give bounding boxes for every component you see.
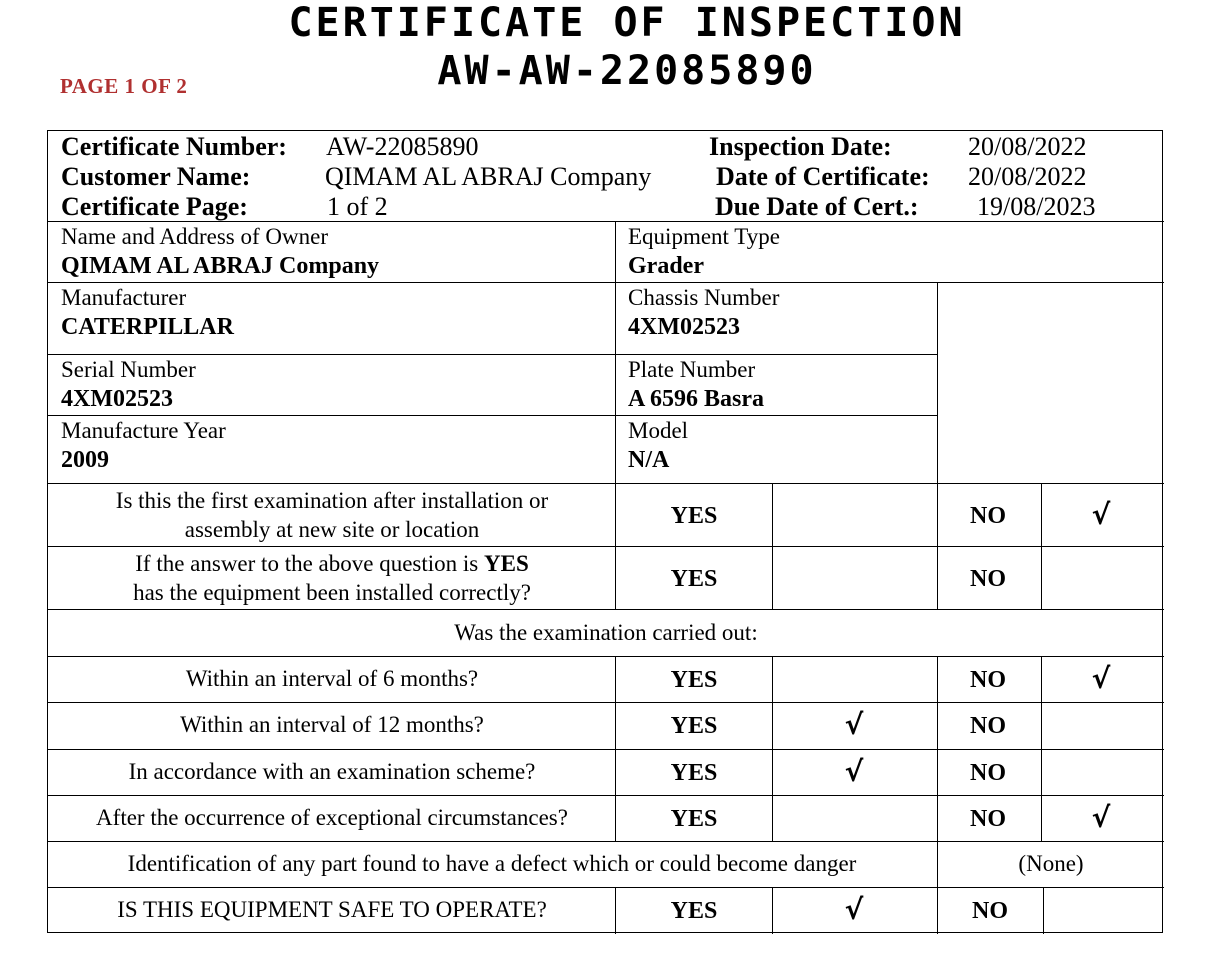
check-mark-icon: √ [1091, 662, 1111, 695]
certificate-table [47, 130, 1163, 933]
no-label: NO [970, 566, 1006, 592]
chassis-number-label: Chassis Number [628, 285, 780, 310]
question-installed-line-2: has the equipment been installed correctly? [133, 580, 531, 605]
check-mark-icon: √ [1091, 498, 1111, 531]
no-label: NO [970, 760, 1006, 786]
inspection-date-value: 20/08/2022 [968, 132, 1087, 161]
date-of-certificate-value: 20/08/2022 [968, 162, 1087, 191]
inspection-date-label: Inspection Date: [709, 132, 892, 161]
plate-number-label: Plate Number [628, 357, 756, 382]
due-date-label: Due Date of Cert.: [715, 192, 919, 221]
yes-label: YES [670, 667, 718, 693]
page-indicator: PAGE 1 OF 2 [60, 74, 188, 98]
no-label: NO [970, 713, 1006, 739]
question-12-months: Within an interval of 12 months? [180, 712, 484, 737]
serial-number-value: 4XM02523 [61, 386, 173, 412]
manufacturer-value: CATERPILLAR [61, 314, 234, 340]
yes-label: YES [670, 760, 718, 786]
question-exceptional-circumstances: After the occurrence of exceptional circumstances? [96, 805, 568, 830]
certificate-title-line-2: AW-AW-22085890 [437, 48, 817, 94]
examination-section-header: Was the examination carried out: [454, 620, 758, 645]
certificate-page-value: 1 of 2 [327, 192, 388, 221]
question-first-exam-line-1: Is this the first examination after installation or [115, 488, 549, 513]
question-6-months: Within an interval of 6 months? [185, 666, 479, 691]
manufacturer-label: Manufacturer [61, 285, 187, 310]
manufacture-year-label: Manufacture Year [61, 418, 226, 443]
manufacture-year-value: 2009 [61, 447, 109, 473]
serial-number-label: Serial Number [61, 357, 196, 382]
question-installed-line-1: If the answer to the above question is YES [135, 551, 529, 576]
no-label: NO [970, 806, 1006, 832]
model-value: N/A [628, 447, 670, 473]
no-label: NO [970, 503, 1006, 529]
no-label: NO [972, 898, 1008, 924]
yes-label: YES [670, 806, 718, 832]
customer-name-label: Customer Name: [61, 162, 251, 191]
check-mark-icon: √ [1091, 801, 1111, 834]
yes-label: YES [670, 898, 718, 924]
chassis-number-value: 4XM02523 [628, 314, 740, 340]
model-label: Model [628, 418, 689, 443]
owner-value: QIMAM AL ABRAJ Company [61, 253, 380, 279]
yes-label: YES [670, 503, 718, 529]
question-safe-to-operate: IS THIS EQUIPMENT SAFE TO OPERATE? [117, 897, 547, 922]
check-mark-icon: √ [844, 893, 864, 926]
customer-name-value: QIMAM AL ABRAJ Company [325, 162, 652, 191]
certificate-number-label: Certificate Number: [61, 132, 287, 161]
no-label: NO [970, 667, 1006, 693]
plate-number-value: A 6596 Basra [628, 386, 765, 412]
yes-label: YES [670, 713, 718, 739]
due-date-value: 19/08/2023 [977, 192, 1096, 221]
certificate-title-line-1: CERTIFICATE OF INSPECTION [288, 0, 966, 46]
equipment-type-label: Equipment Type [628, 224, 780, 249]
defect-identification-question: Identification of any part found to have a defect which or could become danger [127, 851, 857, 876]
question-examination-scheme: In accordance with an examination scheme? [128, 759, 536, 784]
check-mark-icon: √ [844, 755, 864, 788]
certificate-number-value: AW-22085890 [326, 132, 479, 161]
equipment-type-value: Grader [628, 253, 704, 279]
question-first-exam-line-2: assembly at new site or location [184, 517, 480, 542]
yes-label: YES [670, 566, 718, 592]
certificate-page-label: Certificate Page: [61, 192, 248, 221]
date-of-certificate-label: Date of Certificate: [716, 162, 930, 191]
owner-label: Name and Address of Owner [61, 224, 328, 249]
defect-identification-answer: (None) [1018, 851, 1084, 876]
check-mark-icon: √ [844, 708, 864, 741]
